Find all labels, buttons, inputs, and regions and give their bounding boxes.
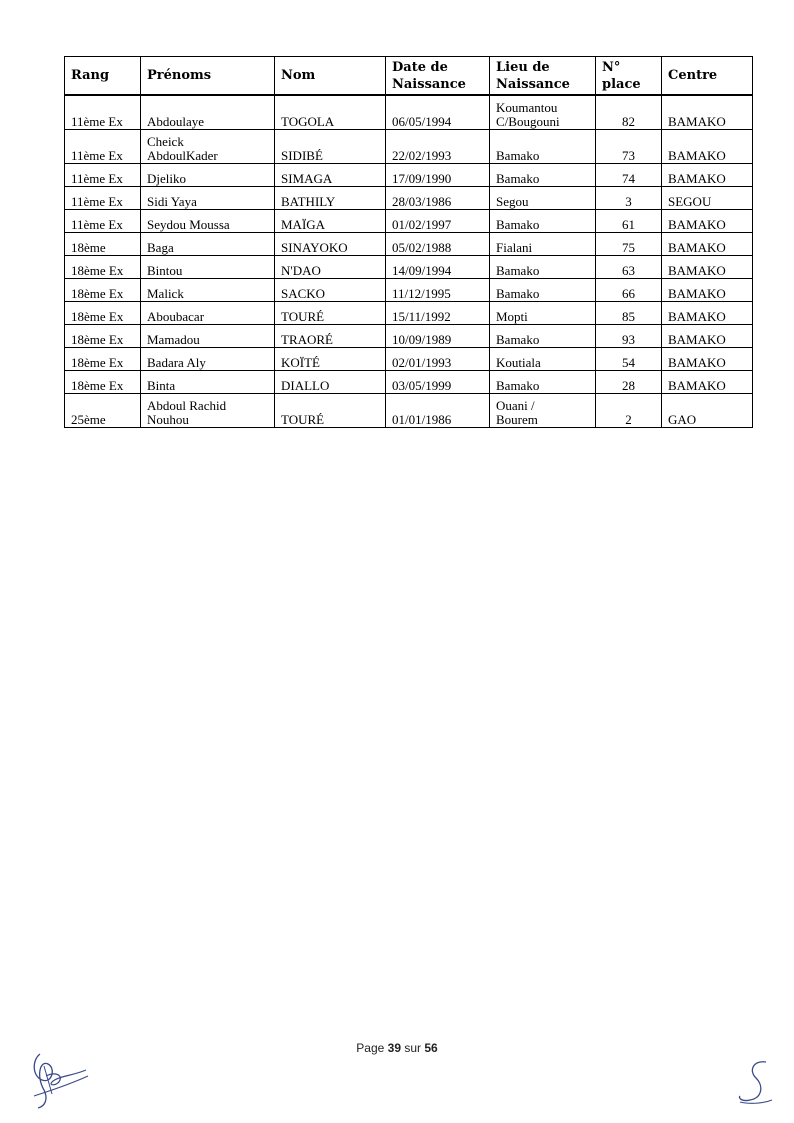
- cell-lieu: [490, 210, 596, 233]
- cell-rang: 18ème Ex: [65, 302, 141, 325]
- cell-centre: BAMAKO: [662, 348, 753, 371]
- cell-date: 02/01/1993: [386, 348, 490, 371]
- table-header: [65, 57, 753, 96]
- of-word: sur: [404, 1041, 422, 1055]
- table-row: [65, 325, 753, 348]
- cell-prenoms: [141, 348, 275, 371]
- cell-lieu-line: Bourem: [496, 412, 538, 427]
- cell-prenoms-line: Malick: [147, 286, 184, 301]
- cell-nom: N'DAO: [275, 256, 386, 279]
- header-nom: Nom: [275, 57, 386, 96]
- cell-rang: 18ème Ex: [65, 256, 141, 279]
- cell-lieu-line: Segou: [496, 194, 529, 209]
- cell-prenoms-line: Baga: [147, 240, 174, 255]
- cell-lieu-line: C/Bougouni: [496, 114, 560, 129]
- cell-place: 82: [596, 95, 662, 130]
- cell-prenoms-line: Nouhou: [147, 412, 189, 427]
- cell-date: 10/09/1989: [386, 325, 490, 348]
- cell-place: 66: [596, 279, 662, 302]
- cell-rang: 18ème Ex: [65, 279, 141, 302]
- cell-prenoms-line: AbdoulKader: [147, 148, 218, 163]
- cell-prenoms-line: Djeliko: [147, 171, 186, 186]
- cell-prenoms-line: Sidi Yaya: [147, 194, 197, 209]
- cell-lieu-line: Fialani: [496, 240, 533, 255]
- cell-prenoms: [141, 95, 275, 130]
- results-table: [64, 56, 753, 428]
- cell-rang: 11ème Ex: [65, 95, 141, 130]
- cell-nom: TOURÉ: [275, 394, 386, 428]
- cell-date: 06/05/1994: [386, 95, 490, 130]
- cell-prenoms-line: Bintou: [147, 263, 183, 278]
- cell-lieu-line: Bamako: [496, 217, 540, 232]
- header-row: [65, 57, 753, 96]
- cell-rang: 11ème Ex: [65, 130, 141, 164]
- cell-nom: MAÏGA: [275, 210, 386, 233]
- cell-lieu: [490, 279, 596, 302]
- cell-prenoms: [141, 187, 275, 210]
- cell-lieu-line: Bamako: [496, 171, 540, 186]
- table-row: [65, 95, 753, 130]
- cell-rang: 18ème Ex: [65, 371, 141, 394]
- cell-place: 93: [596, 325, 662, 348]
- page-footer: [0, 1041, 794, 1055]
- cell-place: 75: [596, 233, 662, 256]
- cell-prenoms-line: Aboubacar: [147, 309, 205, 324]
- cell-prenoms: [141, 256, 275, 279]
- page-word: Page: [356, 1041, 385, 1055]
- cell-prenoms: [141, 233, 275, 256]
- page-number: 39: [387, 1041, 401, 1055]
- cell-date: 01/01/1986: [386, 394, 490, 428]
- table-row: [65, 164, 753, 187]
- cell-lieu-line: Bamako: [496, 263, 540, 278]
- cell-date: 01/02/1997: [386, 210, 490, 233]
- cell-prenoms: [141, 394, 275, 428]
- header-date-naissance: [386, 57, 490, 96]
- cell-date: 28/03/1986: [386, 187, 490, 210]
- cell-nom: TOURÉ: [275, 302, 386, 325]
- cell-rang: 18ème: [65, 233, 141, 256]
- cell-place: 74: [596, 164, 662, 187]
- cell-centre: BAMAKO: [662, 233, 753, 256]
- cell-nom: TOGOLA: [275, 95, 386, 130]
- header-place-line2: place: [602, 76, 641, 92]
- table-row: [65, 210, 753, 233]
- cell-nom: SIMAGA: [275, 164, 386, 187]
- signature-right-icon: [732, 1056, 778, 1108]
- cell-centre: GAO: [662, 394, 753, 428]
- cell-prenoms-line: Seydou Moussa: [147, 217, 230, 232]
- cell-rang: 11ème Ex: [65, 187, 141, 210]
- cell-lieu-line: Bamako: [496, 286, 540, 301]
- table-row: [65, 130, 753, 164]
- cell-prenoms-line: Binta: [147, 378, 176, 393]
- cell-centre: BAMAKO: [662, 325, 753, 348]
- cell-prenoms-line: Mamadou: [147, 332, 200, 347]
- table-row: [65, 371, 753, 394]
- cell-date: 11/12/1995: [386, 279, 490, 302]
- cell-rang: 18ème Ex: [65, 348, 141, 371]
- cell-date: 14/09/1994: [386, 256, 490, 279]
- cell-date: 03/05/1999: [386, 371, 490, 394]
- cell-lieu-line: Koutiala: [496, 355, 541, 370]
- cell-lieu: [490, 256, 596, 279]
- cell-place: 73: [596, 130, 662, 164]
- cell-centre: BAMAKO: [662, 95, 753, 130]
- cell-prenoms: [141, 279, 275, 302]
- cell-prenoms: [141, 371, 275, 394]
- cell-place: 28: [596, 371, 662, 394]
- cell-place: 63: [596, 256, 662, 279]
- cell-lieu: [490, 325, 596, 348]
- table-row: [65, 302, 753, 325]
- cell-lieu: [490, 348, 596, 371]
- cell-rang: 11ème Ex: [65, 164, 141, 187]
- header-date-line2: Naissance: [392, 76, 466, 92]
- header-rang: Rang: [65, 57, 141, 96]
- cell-lieu: [490, 371, 596, 394]
- cell-date: 05/02/1988: [386, 233, 490, 256]
- cell-lieu-line: Koumantou: [496, 100, 558, 115]
- total-pages: 56: [424, 1041, 438, 1055]
- cell-centre: BAMAKO: [662, 210, 753, 233]
- cell-nom: DIALLO: [275, 371, 386, 394]
- cell-prenoms: [141, 130, 275, 164]
- cell-centre: BAMAKO: [662, 302, 753, 325]
- cell-lieu: [490, 187, 596, 210]
- header-lieu-naissance: [490, 57, 596, 96]
- cell-nom: SACKO: [275, 279, 386, 302]
- cell-prenoms: [141, 164, 275, 187]
- table-row: [65, 187, 753, 210]
- cell-lieu-line: Bamako: [496, 378, 540, 393]
- table-row: [65, 348, 753, 371]
- table-row: [65, 256, 753, 279]
- cell-centre: BAMAKO: [662, 256, 753, 279]
- header-centre: Centre: [662, 57, 753, 96]
- header-lieu-line1: Lieu de: [496, 59, 550, 75]
- cell-rang: 11ème Ex: [65, 210, 141, 233]
- cell-centre: SEGOU: [662, 187, 753, 210]
- table-row: [65, 394, 753, 428]
- cell-prenoms-line: Cheick: [147, 134, 184, 149]
- cell-lieu: [490, 95, 596, 130]
- cell-place: 54: [596, 348, 662, 371]
- cell-prenoms-line: Abdoulaye: [147, 114, 205, 129]
- cell-centre: BAMAKO: [662, 130, 753, 164]
- cell-rang: 25ème: [65, 394, 141, 428]
- cell-prenoms-line: Badara Aly: [147, 355, 206, 370]
- cell-lieu-line: Ouani /: [496, 398, 535, 413]
- cell-nom: KOÏTÉ: [275, 348, 386, 371]
- cell-place: 61: [596, 210, 662, 233]
- cell-prenoms: [141, 325, 275, 348]
- header-prenoms: Prénoms: [141, 57, 275, 96]
- header-numero-place: [596, 57, 662, 96]
- cell-prenoms: [141, 302, 275, 325]
- cell-place: 3: [596, 187, 662, 210]
- cell-nom: TRAORÉ: [275, 325, 386, 348]
- cell-nom: BATHILY: [275, 187, 386, 210]
- cell-lieu-line: Bamako: [496, 332, 540, 347]
- cell-lieu: [490, 394, 596, 428]
- cell-nom: SINAYOKO: [275, 233, 386, 256]
- cell-lieu: [490, 302, 596, 325]
- cell-date: 22/02/1993: [386, 130, 490, 164]
- cell-place: 85: [596, 302, 662, 325]
- cell-date: 17/09/1990: [386, 164, 490, 187]
- cell-nom: SIDIBÉ: [275, 130, 386, 164]
- cell-lieu: [490, 130, 596, 164]
- cell-lieu-line: Mopti: [496, 309, 528, 324]
- table-body: [65, 95, 753, 428]
- header-date-line1: Date de: [392, 59, 448, 75]
- cell-centre: BAMAKO: [662, 371, 753, 394]
- cell-lieu: [490, 164, 596, 187]
- table-row: [65, 233, 753, 256]
- table-row: [65, 279, 753, 302]
- cell-centre: BAMAKO: [662, 164, 753, 187]
- header-place-line1: N°: [602, 59, 621, 75]
- cell-prenoms-line: Abdoul Rachid: [147, 398, 227, 413]
- cell-place: 2: [596, 394, 662, 428]
- cell-prenoms: [141, 210, 275, 233]
- cell-rang: 18ème Ex: [65, 325, 141, 348]
- cell-lieu: [490, 233, 596, 256]
- cell-date: 15/11/1992: [386, 302, 490, 325]
- header-lieu-line2: Naissance: [496, 76, 570, 92]
- cell-centre: BAMAKO: [662, 279, 753, 302]
- cell-lieu-line: Bamako: [496, 148, 540, 163]
- signature-left-icon: [26, 1046, 94, 1112]
